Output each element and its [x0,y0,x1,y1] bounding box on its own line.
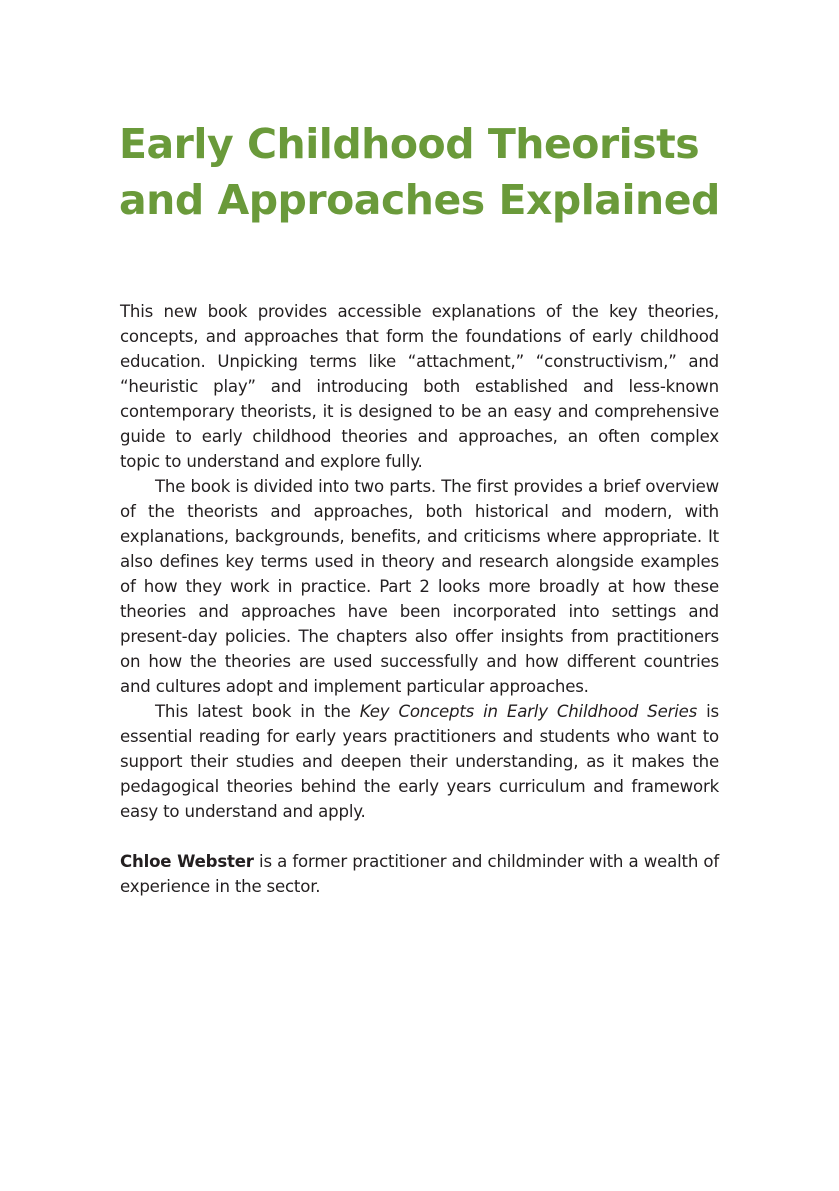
author-name: Chloe Webster [120,852,254,871]
book-title [119,116,739,228]
description-paragraph-1: This new book provides accessible explanations of the key theories, concepts, and approaches that form the foundations of early childhood education. Unpicking terms like “attachment,” “constructivism,” and “heuristic play” and introducing both established and less-known contemporary theorists, it is designed to be an easy and comprehensive guide to early childhood theories and approaches, an often complex topic to understand and explore fully. [120,302,719,471]
paragraph-3-end: is essential reading for early years practitioners and students who want to support their studies and deepen their understanding, as it makes the pedagogical theories behind the early years curriculum and framework easy to understand and apply. [120,702,719,821]
description-paragraph-3 [120,699,719,824]
book-title-line-1: Early Childhood Theorists [119,120,700,168]
series-name: Key Concepts in Early Childhood Series [359,702,698,721]
author-bio-text: is a former practitioner and childminder with a wealth of experience in the sector. [120,852,719,896]
author-bio [120,849,719,899]
book-description [120,299,719,899]
paragraph-3-start: This latest book in the [155,702,360,721]
book-title-line-2: and Approaches Explained [119,176,720,224]
description-paragraph-2: The book is divided into two parts. The first provides a brief overview of the theorists and approaches, both historical and modern, with explanations, backgrounds, benefits, and criticisms where appropriate. It also defines key terms used in theory and research alongside examples of how they work in practice. Part 2 looks more broadly at how these theories and approaches have been incorporated into settings and present-day policies. The chapters also offer insights from practitioners on how the theories are used successfully and how different countries and cultures adopt and implement particular approaches. [120,477,719,696]
